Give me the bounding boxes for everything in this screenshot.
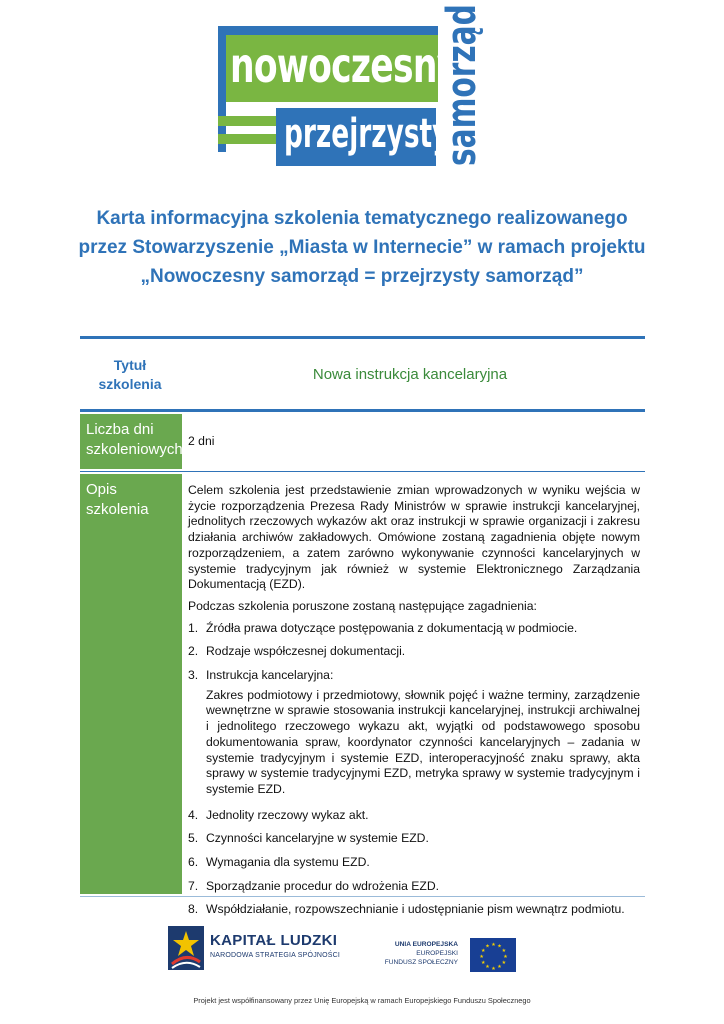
svg-text:★: ★ [491, 942, 496, 948]
list-item-text: Źródła prawa dotyczące postępowania z dokumentacją w podmiocie. [206, 620, 578, 635]
list-item-number: 6. [188, 855, 199, 870]
table-mid-rule [80, 409, 645, 412]
cofinancing-note: Projekt jest współfinansowany przez Unię Europejską w ramach Europejskiego Funduszu Społecznego [193, 996, 531, 1005]
title-label-line-2: szkolenia [98, 376, 162, 392]
project-logo [218, 4, 485, 166]
list-item [188, 668, 640, 798]
list-item-number: 4. [188, 807, 199, 822]
list-item-text: Wymagania dla systemu EZD. [206, 855, 370, 870]
list-item-number: 5. [188, 831, 199, 846]
list-item [188, 644, 640, 660]
heading-line-3: „Nowoczesny samorząd = przejrzysty samorząd” [140, 266, 584, 287]
eu-text [378, 940, 458, 967]
list-item-text: Współdziałanie, rozpowszechnianie i udostępnianie pism wewnątrz podmiotu. [206, 902, 625, 917]
svg-text:★: ★ [485, 964, 490, 971]
days-label-line-1: Liczba dni [86, 421, 154, 438]
list-item [188, 879, 640, 895]
list-item-text: Rodzaje współczesnej dokumentacji. [206, 644, 406, 659]
svg-text:★: ★ [481, 947, 486, 954]
list-item-number: 8. [188, 902, 199, 917]
list-item-number: 7. [188, 878, 199, 893]
document-heading [60, 204, 664, 291]
list-item-number: 3. [188, 668, 199, 683]
description-label-line-2: szkolenia [86, 501, 149, 518]
logo-word-przejrzysty: przejrzysty [284, 111, 450, 157]
list-item [188, 902, 640, 918]
title-label-line-1: Tytuł [113, 357, 147, 373]
svg-text:★: ★ [497, 964, 502, 971]
svg-text:★: ★ [491, 965, 496, 972]
logo-word-samorzad: samorząd [439, 4, 485, 166]
training-title: Nowa instrukcja kancelaryjna [312, 366, 508, 383]
svg-text:★: ★ [503, 953, 508, 960]
logo-equals-line-top [218, 116, 278, 126]
list-item [188, 621, 640, 637]
list-item [188, 808, 640, 824]
svg-text:★: ★ [481, 959, 486, 966]
list-item [188, 831, 640, 847]
logo-word-nowoczesny: nowoczesny [230, 38, 459, 94]
list-item-number: 1. [188, 620, 199, 635]
heading-line-2: przez Stowarzyszenie „Miasta w Internecie” w ramach projektu [78, 237, 646, 258]
days-label-line-2: szkoleniowych [86, 441, 183, 458]
heading-line-1: Karta informacyjna szkolenia tematycznego realizowanego [96, 208, 628, 229]
title-row [80, 340, 645, 408]
title-label [80, 356, 180, 394]
svg-text:★: ★ [485, 943, 490, 950]
kapital-ludzki-emblem-icon [168, 926, 204, 970]
kapital-ludzki-subtitle: NARODOWA STRATEGIA SPÓJNOŚCI [210, 952, 341, 959]
item-3-detail: Zakres podmiotowy i przedmiotowy, słownik pojęć i ważne terminy, zarządzenie wewnętrzne w sprawie stosowania instrukcji kancelaryjnej, instrukcji archiwalnej i jednolitego rzeczowego wykazu akt, wyjątki od podstawowego sposobu dokumentowania spraw, koordynator czynności kancelaryjnych – zadania w systemie tradycyjnym i systemie EZD, interoperacyjność znaku sprawy, akta sprawy w systemie tradycyjnymi EZD, metryka sprawy w systemie tradycyjnym i systemie EZD. [206, 687, 640, 796]
description-label-line-1: Opis [86, 481, 117, 498]
list-item-text: Instrukcja kancelaryjna: [206, 668, 334, 683]
eu-line-1: UNIA EUROPEJSKA [394, 941, 458, 948]
logo-equals-line-bottom [218, 134, 278, 144]
description-label [80, 474, 182, 894]
list-item-text: Sporządzanie procedur do wdrożenia EZD. [206, 878, 440, 893]
svg-text:★: ★ [479, 953, 484, 960]
description-intro: Celem szkolenia jest przedstawienie zmian wprowadzonych w wyniku wejścia w życie rozporządzenia Prezesa Rady Ministrów w sprawie instrukcji kancelaryjnej, jednolitych rzeczowych wykazów akt oraz instrukcji w sprawie organizacji i zakresu działania archiwów zakładowych. Omówione zostaną zagadnienia objęte nowym rozporządzeniem, a zatem zarówno wykonywanie czynności kancelaryjnych w systemie tradycyjnym jak również w systemie Elektronicznego Zarządzania Dokumentacją (EZD). [188, 483, 640, 592]
svg-text:★: ★ [501, 959, 507, 966]
eu-logo [378, 938, 520, 978]
row-separator [80, 471, 645, 472]
list-item-text: Czynności kancelaryjne w systemie EZD. [206, 831, 429, 846]
eu-line-3: FUNDUSZ SPOŁECZNY [384, 959, 458, 966]
days-label [80, 414, 182, 469]
eu-line-2: EUROPEJSKI [416, 950, 458, 957]
description-body [188, 483, 640, 926]
table-top-rule [80, 336, 645, 339]
list-item-number: 2. [188, 644, 199, 659]
svg-text:★: ★ [501, 947, 507, 954]
svg-text:★: ★ [497, 943, 502, 950]
list-item [188, 855, 640, 871]
logo-blue-bar [218, 26, 438, 35]
kapital-ludzki-title: KAPITAŁ LUDZKI [210, 932, 338, 949]
list-item-text: Jednolity rzeczowy wykaz akt. [206, 807, 369, 822]
days-value: 2 dni [188, 434, 215, 448]
kapital-ludzki-logo [168, 926, 368, 978]
table-bottom-rule [80, 896, 645, 897]
topics-intro: Podczas szkolenia poruszone zostaną następujące zagadnienia: [188, 598, 537, 613]
eu-flag-icon [470, 938, 516, 972]
topics-list [188, 621, 640, 919]
